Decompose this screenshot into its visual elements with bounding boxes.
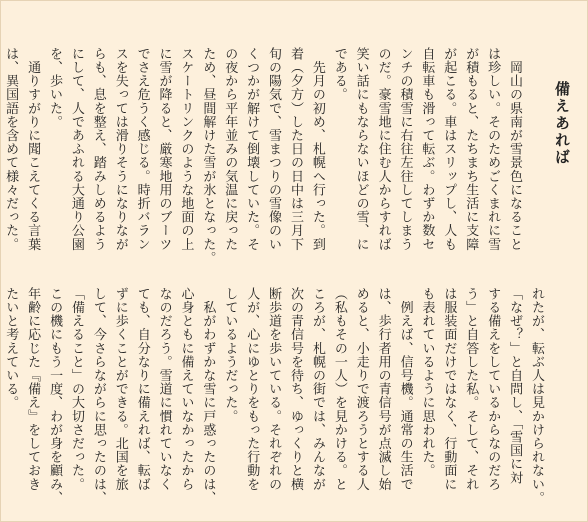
text-line: のだ。豪雪地に住む人からすれば — [375, 47, 391, 251]
text-line: 「なぜ？」と自問し、「雪国に対 — [507, 287, 523, 485]
text-line: しているようだった。 — [222, 287, 238, 423]
text-line: が積もると、たちまち生活に支障 — [463, 47, 479, 251]
text-line: ため、昼間解けた雪が氷となった。 — [200, 47, 216, 265]
text-line: ころが、札幌の街では、みんなが — [309, 287, 325, 491]
essay-title: 備えあれば — [553, 81, 571, 166]
text-line: 私がわずかな雪に戸惑ったのは、 — [200, 287, 216, 505]
text-line: ンチの積雪に右往左往してしまう — [397, 47, 413, 251]
text-line: くつかが解けて倒壊していた。そ — [244, 47, 260, 251]
text-line: 年齢に応じた『備え』をしておき — [25, 287, 41, 491]
text-line: 人が、心にゆとりをもった行動を — [244, 287, 260, 491]
text-line: は、異国語を含めて様々だった。 — [3, 47, 19, 251]
text-line: して、今さらながらに思ったのは、 — [90, 287, 106, 505]
text-line: ずに歩くことができる。北国を旅 — [112, 287, 128, 491]
text-line: めると、小走りで渡ろうとする人 — [353, 287, 369, 491]
text-line: ても、自分なりに備えれば、転ば — [134, 287, 150, 491]
text-line: である。 — [331, 47, 347, 102]
text-line: する備えをしているからなのだろ — [485, 287, 501, 491]
text-line: 笑い話にもならないほどの雪、に — [353, 47, 369, 251]
text-line: （私もその一人）を見かける。と — [331, 287, 347, 491]
text-line: の夜から平年並みの気温に戻った — [222, 47, 238, 251]
text-line: 旬の陽気で、雪まつりの雪像のい — [266, 47, 282, 251]
text-line: も表れているように思われた。 — [419, 287, 435, 478]
text-line: は、歩行者用の青信号が点滅し始 — [375, 287, 391, 491]
text-line: 次の青信号を待ち、ゆっくりと横 — [288, 287, 304, 491]
text-line: なのだろう。雪道に慣れていなく — [156, 287, 172, 491]
essay-body-top — [0, 47, 525, 265]
text-line: でさえ危うく感じる。時折バラン — [134, 47, 150, 251]
essay-body-bottom — [0, 287, 547, 507]
text-line: スを失っては滑りそうになりなが — [112, 47, 128, 251]
text-line: が起こる。車はスリップし、人も — [441, 47, 457, 251]
text-line: は服装面だけではなく、行動面に — [441, 287, 457, 491]
text-line: 例えば、信号機。通常の生活で — [397, 287, 413, 491]
text-line: にして、人であふれる大通り公園 — [68, 47, 84, 251]
text-line: この機にもう一度、わが身を顧み、 — [47, 287, 63, 505]
text-line: う」と自答した私。そして、それ — [463, 287, 479, 491]
text-line: 自転車も滑って転ぶ。わずか数セ — [419, 47, 435, 251]
text-line: れたが、転ぶ人は見かけられない。 — [529, 287, 544, 505]
text-line: 着（夕方）した日の日中は三月下 — [287, 47, 303, 251]
text-line: らも、息を整え、踏みしめるよう — [90, 47, 106, 251]
text-line: スケートリンクのような地面の上 — [178, 47, 194, 251]
text-line: 通りすがりに聞こえてくる言葉 — [25, 47, 41, 251]
text-line: 岡山の県南が雪景色になること — [507, 47, 522, 251]
text-line: 断歩道を歩いている。それぞれの — [266, 287, 282, 491]
text-line: は珍しい。そのためごくまれに雪 — [485, 47, 501, 251]
text-line: に雪が降ると、厳寒地用のブーツ — [156, 47, 172, 251]
text-line: を、歩いた。 — [46, 47, 62, 129]
text-line: 「備えること」の大切さだった。 — [68, 287, 84, 491]
text-line: 心身ともに備えていなかったから — [178, 287, 194, 491]
text-line: 先月の初め、札幌へ行った。到 — [309, 47, 325, 251]
text-line: たいと考えている。 — [3, 287, 19, 410]
